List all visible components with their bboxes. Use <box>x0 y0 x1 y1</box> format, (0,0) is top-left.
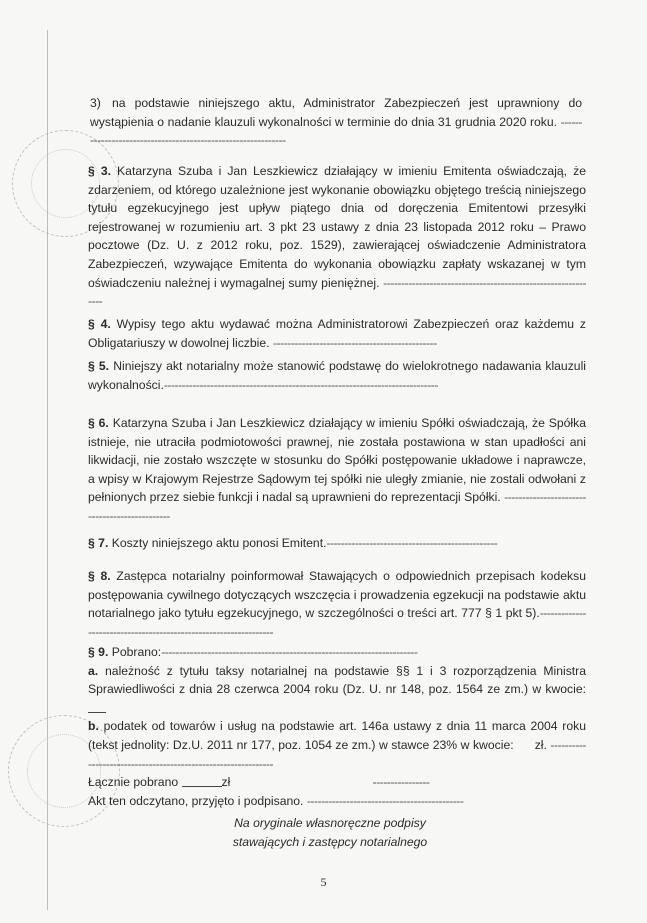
section-mark: § 8. <box>88 569 111 583</box>
section-text: Niniejszy akt notarialny może stanowić podstawę do wielokrotnego nadawania klauzuli wykonalności. <box>88 359 586 392</box>
section-4 <box>88 315 586 352</box>
section-text: Katarzyna Szuba i Jan Leszkiewicz działający w imieniu Emitenta oświadczają, że zdarzeniem, od którego uzależnione jest wykonanie obowiązku objętego treścią niniejszego tytułu egzekucyjnego jest upływ piątego dnia od doręczenia Emitentowi przesyłki rejestrowanej w rozumieniu art. 3 pkt 23 ustawy z dnia 23 listopada 2012 roku – Prawo pocztowe (Dz. U. z 2012 roku, poz. 1529), zawierającej oświadczenie Administratora Zabezpieczeń, wzywające Emitenta do wykonania obowiązku zapłaty wskazanej w tym oświadczeniu należnej i wymagalnej sumy pieniężnej. <box>88 164 586 290</box>
item-number: 3) <box>90 96 101 110</box>
signature-note-line: Na oryginale własnoręczne podpisy <box>234 816 426 830</box>
total-line <box>88 773 586 792</box>
section-mark: § 9. <box>88 645 109 659</box>
list-item-3 <box>90 94 582 150</box>
section-6 <box>88 414 586 526</box>
filler-dashes: ------------------------------------------------------------- <box>88 275 587 309</box>
section-title: Pobrano: <box>111 645 162 659</box>
currency-suffix: zł. <box>534 737 547 752</box>
filler-dashes: -------------------------------------------------------------- <box>88 737 586 771</box>
fee-item-b <box>88 717 586 773</box>
section-text: Zastępca notarialny poinformował Stawających o odpowiednich przepisach kodeksu postępowania cywilnego dotyczących wszczęcia i prowadzenia egzekucji na podstawie aktu notarialnego jako tytułu egzekucyjnego, w szczególności o treści art. 777 § 1 pkt 5). <box>88 569 586 621</box>
filler-dashes: ------------------------------------------------------------- <box>90 114 582 148</box>
total-label: Łącznie pobrano <box>88 775 179 790</box>
section-9 <box>88 643 586 810</box>
section-text: Katarzyna Szuba i Jan Leszkiewicz działający w imieniu Spółki oświadczają, że Spółka istnieje, nie utraciła podmiotowości prawnej, nie została postawiona w stan upadłości ani likwidacji, nie zostało wszczęte w stosunku do Spółki postępowanie układowe i naprawcze, a wpisy w Krajowym Rejestrze Sądowym tej spółki nie uległy zmianie, nie zostali odwołani z pełnionych przez siebie funkcji i nadal są uprawnieni do reprezentacji Spółki. <box>88 416 586 505</box>
signature-note <box>160 814 500 852</box>
section-5 <box>88 357 586 394</box>
item-text: należność z tytułu taksy notarialnej na podstawie §§ 1 i 3 rozporządzenia Ministra Sprawiedliwości z dnia 28 czerwca 2004 roku (Dz. U. nr 148, poz. 1564 ze zm.) w kwocie: <box>88 663 587 697</box>
section-7 <box>88 534 586 553</box>
section-mark: § 5. <box>88 359 110 373</box>
page-number: 5 <box>320 875 327 889</box>
section-mark: § 3. <box>88 164 111 178</box>
section-8 <box>88 567 586 641</box>
filler-dashes: ---------------- <box>372 775 430 790</box>
signing-line <box>88 792 586 811</box>
signing-text: Akt ten odczytano, przyjęto i podpisano. <box>88 793 304 808</box>
redacted-amount <box>88 704 106 713</box>
section-3 <box>88 162 586 311</box>
filler-dashes: ------------------------------------------------------------------------ <box>161 645 418 659</box>
filler-dashes: ---------------------------------------------- <box>272 335 437 350</box>
fee-item-a <box>88 662 586 718</box>
section-mark: § 4. <box>88 317 111 331</box>
redacted-amount <box>182 778 222 787</box>
currency-suffix: zł <box>221 775 231 790</box>
item-text: podatek od towarów i usług na podstawie art. 146a ustawy z dnia 11 marca 2004 roku (tekst jednolity: Dz.U. 2011 nr 177, poz. 1054 ze zm.) w stawce 23% w kwocie: <box>88 719 586 752</box>
section-mark: § 6. <box>88 416 109 430</box>
filler-dashes: ----------------------------------------------------------------- <box>88 606 586 639</box>
section-text: Wypisy tego aktu wydawać można Administratorowi Zabezpieczeń oraz każdemu z Obligatariuszy w dowolnej liczbie. <box>88 317 586 350</box>
item-text: na podstawie niniejszego aktu, Administrator Zabezpieczeń jest uprawniony do wystąpienia o nadanie klauzuli wykonalności w terminie do dnia 31 grudnia 2020 roku. <box>90 96 582 129</box>
filler-dashes: ---------------------------------------------- <box>88 490 586 523</box>
filler-dashes: ------------------------------------------------ <box>326 536 498 550</box>
section-text: Koszty niniejszego aktu ponosi Emitent. <box>111 536 327 550</box>
item-label: a. <box>88 663 99 678</box>
filler-dashes: -------------------------------------------- <box>306 793 464 808</box>
filler-dashes: ----------------------------------------------------------------------------- <box>163 377 438 392</box>
signature-note-line: stawających i zastępcy notarialnego <box>232 835 428 849</box>
item-label: b. <box>88 719 99 734</box>
section-mark: § 7. <box>88 536 109 550</box>
